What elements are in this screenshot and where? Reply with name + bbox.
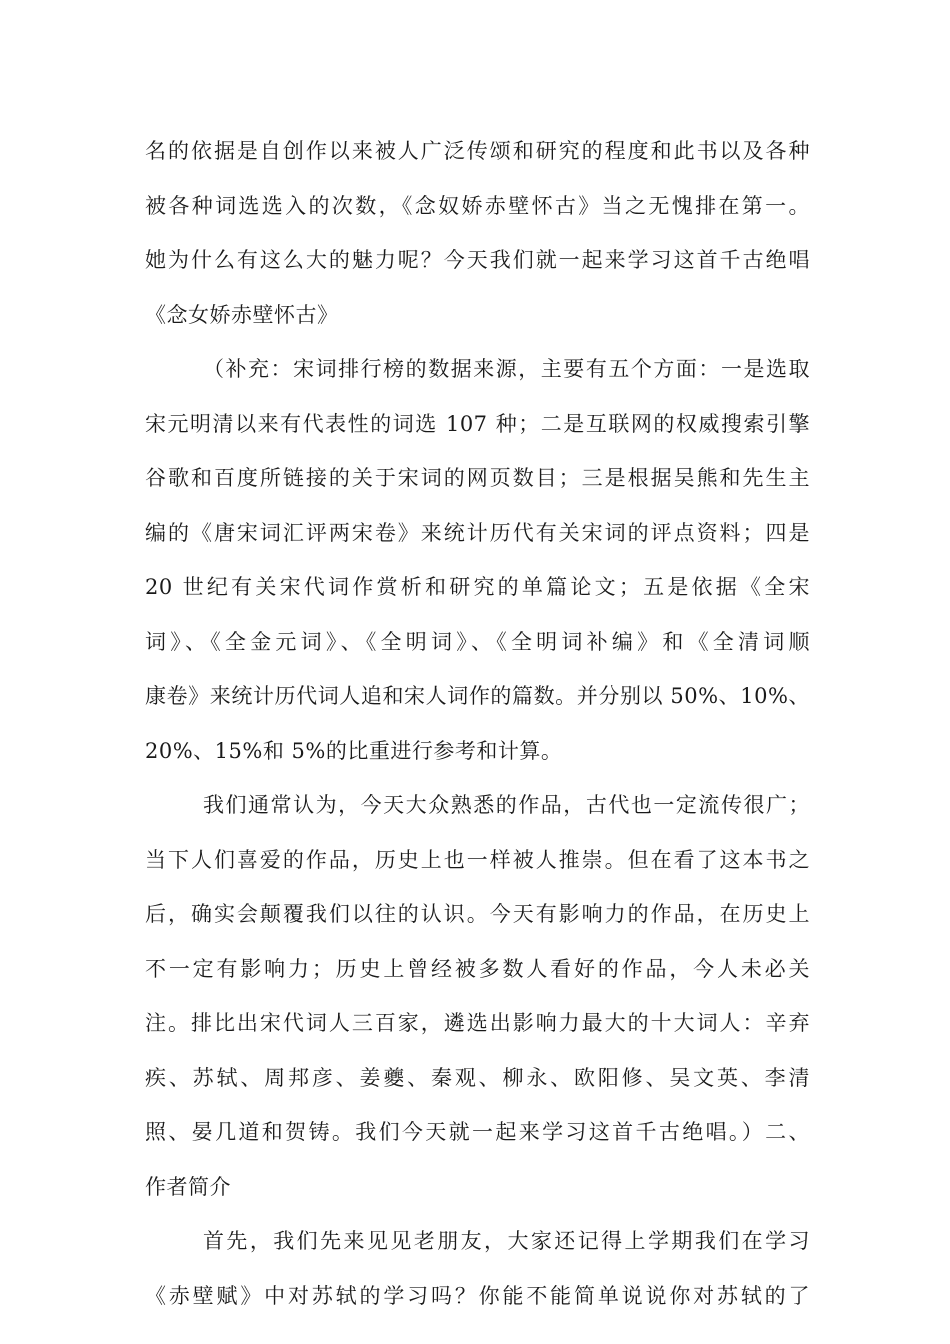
text-line: 注。排比出宋代词人三百家，遴选出影响力最大的十大词人：辛弃	[145, 1011, 810, 1035]
document-body	[145, 124, 810, 1323]
text-line: 词》、《全金元词》、《全明词》、《全明词补编》和《全清词顺	[145, 629, 810, 654]
text-line: 不一定有影响力；历史上曾经被多数人看好的作品，今人未必关	[145, 956, 810, 981]
text-line: 被各种词选选入的次数，《念奴娇赤壁怀古》当之无愧排在第一。	[145, 193, 810, 218]
text-line: 谷歌和百度所链接的关于宋词的网页数目；三是根据吴熊和先生主	[145, 466, 810, 490]
text-line: 20 世纪有关宋代词作赏析和研究的单篇论文；五是依据《全宋	[145, 575, 810, 599]
text-line: 后，确实会颠覆我们以往的认识。今天有影响力的作品，在历史上	[145, 902, 810, 926]
text-line: 《念女娇赤壁怀古》	[145, 302, 339, 327]
text-line: 编的《唐宋词汇评两宋卷》来统计历代有关宋词的评点资料；四是	[145, 520, 810, 545]
text-line: 照、晏几道和贺铸。我们今天就一起来学习这首千古绝唱。）二、	[145, 1120, 810, 1144]
text-line: 我们通常认为，今天大众熟悉的作品，古代也一定流传很广；	[203, 793, 810, 817]
text-line: 作者简介	[145, 1174, 231, 1199]
text-line: 当下人们喜爱的作品，历史上也一样被人推崇。但在看了这本书之	[145, 847, 810, 872]
text-line: 康卷》来统计历代词人追和宋人词作的篇数。并分别以 50%、10%、	[145, 684, 810, 708]
text-line: 她为什么有这么大的魅力呢？今天我们就一起来学习这首千古绝唱	[145, 248, 810, 272]
text-line: 名的依据是自创作以来被人广泛传颂和研究的程度和此书以及各种	[145, 139, 810, 163]
text-line: 宋元明清以来有代表性的词选 107 种；二是互联网的权威搜索引擎	[145, 411, 810, 436]
text-line: 20%、15%和 5%的比重进行参考和计算。	[145, 738, 563, 763]
text-line: （补充：宋词排行榜的数据来源，主要有五个方面：一是选取	[203, 357, 810, 381]
text-line: 疾、苏轼、周邦彦、姜夔、秦观、柳永、欧阳修、吴文英、李清	[145, 1065, 810, 1090]
text-line: 首先，我们先来见见老朋友，大家还记得上学期我们在学习	[203, 1229, 810, 1253]
text-line: 《赤壁赋》中对苏轼的学习吗？你能不能简单说说你对苏轼的了	[145, 1283, 810, 1308]
